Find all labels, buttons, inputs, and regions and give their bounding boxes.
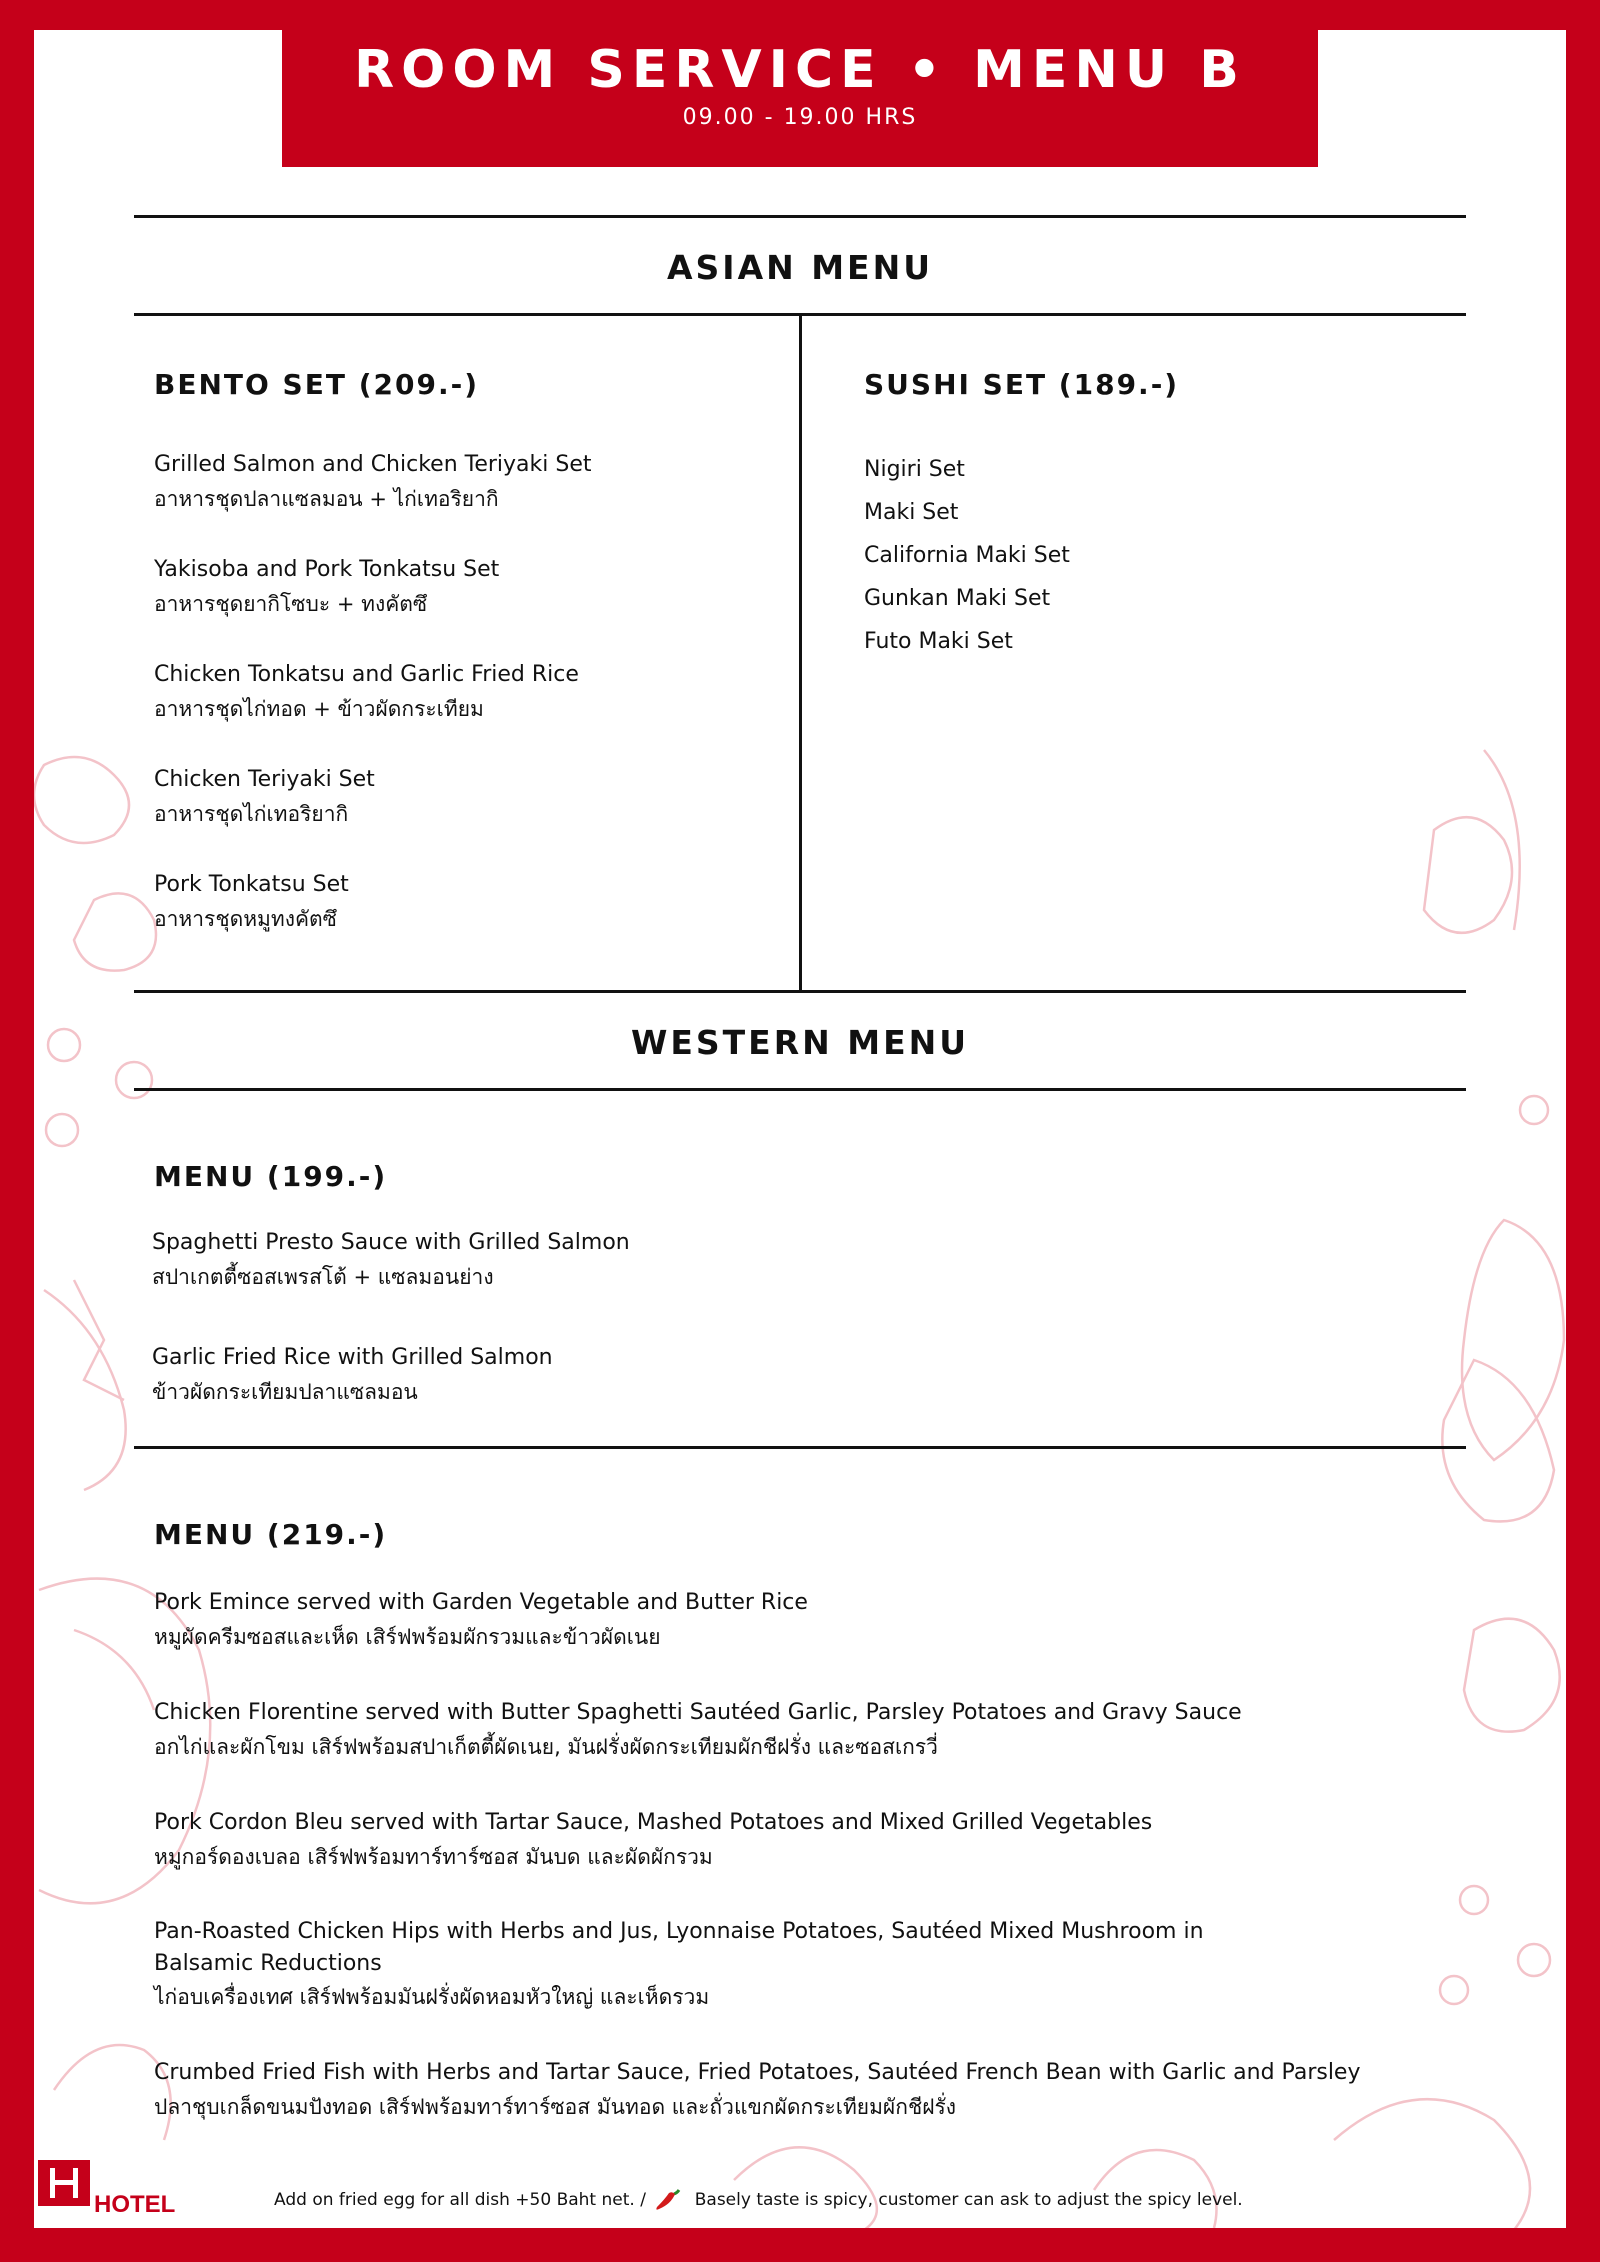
dish-name-th: อกไก่และผักโขม เสิร์ฟพร้อมสปาเก็ตตี้ผัดเนย, มันฝรั่งผัดกระเทียมผักชีฝรั่ง และซอสเกรวี่ bbox=[154, 1735, 938, 1759]
dish-name-th: ปลาชุบเกล็ดขนมปังทอด เสิร์ฟพร้อมทาร์ทาร์ซอส มันทอด และถั่วแขกผัดกระเทียมผักชีฝรั่ง bbox=[154, 2095, 957, 2119]
hotel-logo-word: HOTEL bbox=[94, 2191, 176, 2218]
hotel-logo-icon bbox=[38, 2160, 98, 2206]
list-item bbox=[152, 1226, 630, 1294]
dish-name-en: Chicken Teriyaki Set bbox=[154, 767, 375, 792]
list-item: California Maki Set bbox=[864, 543, 1070, 568]
dish-name-th: ไก่อบเครื่องเทศ เสิร์ฟพร้อมมันฝรั่งผัดหอมหัวใหญ่ และเห็ดรวม bbox=[154, 1985, 710, 2009]
dish-name-th: อาหารชุดปลาแซลมอน + ไก่เทอริยากิ bbox=[154, 487, 499, 511]
sushi-list bbox=[864, 448, 1070, 663]
divider bbox=[134, 1088, 1466, 1091]
western-menu-title: WESTERN MENU bbox=[630, 1023, 970, 1062]
chili-pepper-icon bbox=[655, 2187, 685, 2213]
dish-name-en: Garlic Fried Rice with Grilled Salmon bbox=[152, 1345, 553, 1370]
egg-addon-note: Add on fried egg for all dish +50 Baht net. bbox=[274, 2190, 635, 2210]
dish-name-th: สปาเกตตี้ซอสเพรสโต้ + แซลมอนย่าง bbox=[152, 1265, 494, 1289]
separator: / bbox=[640, 2190, 646, 2210]
list-item bbox=[154, 1586, 808, 1654]
dish-name-en: Crumbed Fried Fish with Herbs and Tartar Sauce, Fried Potatoes, Sautéed French Bean with Garlic and Parsley bbox=[154, 2060, 1361, 2085]
dish-name-en: Chicken Tonkatsu and Garlic Fried Rice bbox=[154, 662, 579, 687]
list-item bbox=[154, 868, 349, 936]
list-item bbox=[154, 1806, 1152, 1874]
list-item bbox=[154, 658, 579, 726]
dish-name-en: Pork Cordon Bleu served with Tartar Sauce, Mashed Potatoes and Mixed Grilled Vegetables bbox=[154, 1810, 1153, 1835]
footer-note bbox=[274, 2187, 1243, 2213]
dish-name-en: Pork Tonkatsu Set bbox=[154, 872, 349, 897]
service-hours: 09.00 - 19.00 HRS bbox=[682, 105, 918, 130]
header-band bbox=[282, 30, 1318, 167]
dish-name-th: อาหารชุดไก่ทอด + ข้าวผัดกระเทียม bbox=[154, 697, 484, 721]
dish-name-th: ข้าวผัดกระเทียมปลาแซลมอน bbox=[152, 1380, 418, 1404]
list-item bbox=[154, 1916, 1294, 2014]
list-item bbox=[154, 763, 375, 831]
list-item bbox=[154, 448, 592, 516]
menu-219-heading: MENU (219.-) bbox=[154, 1518, 388, 1551]
dish-name-en: Yakisoba and Pork Tonkatsu Set bbox=[154, 557, 500, 582]
page-title: ROOM SERVICE • MENU B bbox=[354, 40, 1246, 100]
dish-name-th: อาหารชุดหมูทงคัตซึ bbox=[154, 907, 337, 931]
menu-199-heading: MENU (199.-) bbox=[154, 1160, 388, 1193]
dish-name-en: Pan-Roasted Chicken Hips with Herbs and Jus, Lyonnaise Potatoes, Sautéed Mixed Mushroom in Balsamic Reductions bbox=[154, 1919, 1204, 1976]
dish-name-en: Pork Emince served with Garden Vegetable and Butter Rice bbox=[154, 1590, 808, 1615]
list-item: Maki Set bbox=[864, 500, 959, 525]
spicy-note: Basely taste is spicy, customer can ask to adjust the spicy level. bbox=[694, 2190, 1243, 2210]
list-item: Futo Maki Set bbox=[864, 629, 1013, 654]
divider bbox=[134, 990, 1466, 993]
asian-menu-title: ASIAN MENU bbox=[666, 248, 934, 287]
list-item: Nigiri Set bbox=[864, 457, 965, 482]
bento-set-heading: BENTO SET (209.-) bbox=[154, 368, 479, 401]
menu-page bbox=[34, 30, 1566, 2228]
column-divider bbox=[799, 314, 802, 992]
list-item bbox=[154, 1696, 1242, 1764]
dish-name-en: Chicken Florentine served with Butter Spaghetti Sautéed Garlic, Parsley Potatoes and Gravy Sauce bbox=[154, 1700, 1242, 1725]
dish-name-th: อาหารชุดไก่เทอริยากิ bbox=[154, 802, 349, 826]
dish-name-en: Grilled Salmon and Chicken Teriyaki Set bbox=[154, 452, 592, 477]
dish-name-th: หมูผัดครีมซอสและเห็ด เสิร์ฟพร้อมผักรวมและข้าวผัดเนย bbox=[154, 1625, 661, 1649]
list-item bbox=[154, 553, 499, 621]
divider bbox=[134, 1446, 1466, 1449]
dish-name-th: อาหารชุดยากิโซบะ + ทงคัตซึ bbox=[154, 592, 428, 616]
sushi-set-heading: SUSHI SET (189.-) bbox=[864, 368, 1180, 401]
list-item: Gunkan Maki Set bbox=[864, 586, 1051, 611]
divider bbox=[134, 215, 1466, 218]
list-item bbox=[154, 2056, 1361, 2124]
dish-name-th: หมูกอร์ดองเบลอ เสิร์ฟพร้อมทาร์ทาร์ซอส มันบด และผัดผักรวม bbox=[154, 1845, 713, 1869]
list-item bbox=[152, 1341, 553, 1409]
dish-name-en: Spaghetti Presto Sauce with Grilled Salmon bbox=[152, 1230, 630, 1255]
